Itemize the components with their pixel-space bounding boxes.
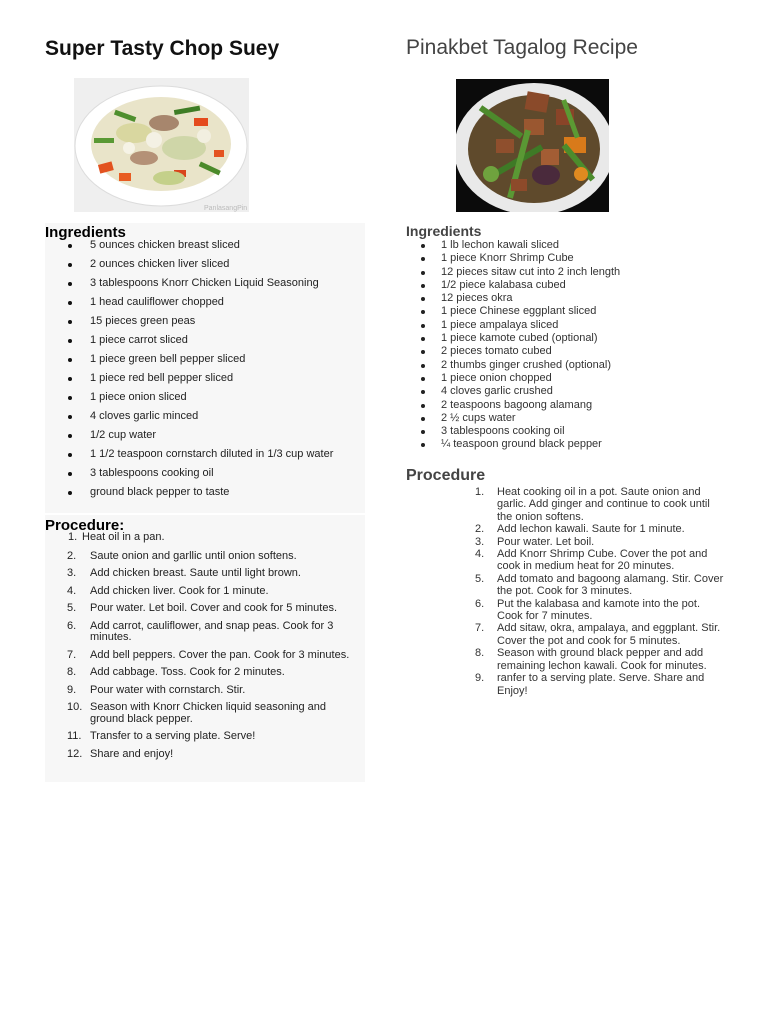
ingredient-item: 1/2 piece kalabasa cubed [421, 279, 721, 292]
step-text: Pour water. Let boil. [497, 535, 595, 548]
step-number: 6. [67, 619, 77, 632]
step-number: 9. [67, 683, 77, 696]
ingredient-item: 2 teaspoons bagoong alamang [421, 399, 721, 412]
ingredient-item: 12 pieces sitaw cut into 2 inch length [421, 266, 721, 279]
step-text: Saute onion and garllic until onion softens. [90, 549, 297, 562]
procedure-step [45, 568, 363, 580]
step-number: 11. [67, 730, 82, 742]
procedure-step [45, 667, 363, 679]
ingredients-list [421, 239, 721, 452]
procedure-step [45, 731, 363, 743]
step-text: Heat cooking oil in a pot. Saute onion and garlic. Add ginger and continue to cook until the onion softens. [497, 486, 710, 523]
step-number: 2. [67, 549, 77, 562]
step-number: 9. [475, 672, 485, 685]
procedure-step [45, 650, 363, 662]
step-number: 12. [67, 747, 83, 760]
procedure-step [466, 536, 726, 548]
recipe-title: Super Tasty Chop Suey [45, 37, 280, 60]
ingredient-item: ¼ teaspoon ground black pepper [421, 438, 721, 451]
ingredients-list [65, 239, 365, 505]
ingredient-item: 1/2 cup water [65, 429, 365, 442]
ingredient-item: 3 tablespoons cooking oil [65, 467, 365, 480]
svg-text:PanlasangPin: PanlasangPin [204, 205, 248, 212]
step-number: 4. [67, 584, 77, 597]
step-number: 3. [475, 535, 485, 548]
step-text: Share and enjoy! [90, 747, 174, 760]
procedure-list [466, 486, 726, 697]
step-number: 2. [475, 523, 485, 536]
procedure-step [466, 598, 726, 623]
step-number: 8. [67, 666, 77, 678]
ingredient-item: 3 tablespoons cooking oil [421, 425, 721, 438]
procedure-list [45, 532, 363, 766]
procedure-heading: Procedure: [45, 517, 125, 534]
ingredient-item: 3 tablespoons Knorr Chicken Liquid Seasoning [65, 277, 365, 290]
ingredient-item: 1 piece onion chopped [421, 372, 721, 385]
step-number: 1. [68, 531, 78, 543]
ingredient-item: 1 lb lechon kawali sliced [421, 239, 721, 252]
procedure-step [466, 548, 726, 573]
ingredient-item: 2 ½ cups water [421, 412, 721, 425]
step-text: Season with ground black pepper and add remaining lechon kawali. Cook for minutes. [497, 647, 707, 672]
step-text: Add Knorr Shrimp Cube. Cover the pot and cook in medium heat for 20 minutes. [497, 548, 708, 573]
ingredient-item: 2 thumbs ginger crushed (optional) [421, 359, 721, 372]
ingredient-item: 4 cloves garlic minced [65, 410, 365, 423]
procedure-step [466, 486, 726, 523]
ingredient-item: 1 piece carrot sliced [65, 334, 365, 347]
ingredient-item: 2 ounces chicken liver sliced [65, 258, 365, 271]
step-text: Pour water with cornstarch. Stir. [90, 683, 246, 696]
recipe-title: Pinakbet Tagalog Recipe [406, 36, 638, 59]
procedure-step [45, 749, 363, 761]
ingredient-item: 1 piece red bell pepper sliced [65, 372, 365, 385]
procedure-step [466, 523, 726, 535]
ingredient-item: 2 pieces tomato cubed [421, 345, 721, 358]
step-text: Season with Knorr Chicken liquid seasoning and ground black pepper. [90, 701, 327, 725]
procedure-step [45, 551, 363, 563]
step-number: 7. [67, 648, 77, 661]
chop-suey-photo [74, 78, 249, 212]
step-text: Heat oil in a pan. [82, 531, 165, 543]
procedure-step [466, 672, 726, 697]
procedure-step [466, 647, 726, 672]
pinakbet-photo [456, 79, 609, 212]
procedure-step [45, 603, 363, 615]
procedure-heading: Procedure [406, 467, 486, 484]
step-number: 8. [475, 647, 485, 660]
step-number: 1. [475, 486, 485, 498]
procedure-step [466, 622, 726, 647]
step-text: Add cabbage. Toss. Cook for 2 minutes. [90, 666, 285, 678]
step-text: Add tomato and bagoong alamang. Stir. Cover the pot. Cook for 3 minutes. [497, 572, 724, 598]
step-text: Add carrot, cauliflower, and snap peas. Cook for 3 minutes. [90, 619, 334, 643]
step-text: Add chicken liver. Cook for 1 minute. [90, 584, 269, 597]
procedure-step [466, 573, 726, 598]
step-number: 4. [475, 548, 485, 561]
step-number: 10. [67, 701, 83, 713]
step-text: Add lechon kawali. Saute for 1 minute. [497, 523, 685, 536]
ingredient-item: 5 ounces chicken breast sliced [65, 239, 365, 252]
step-text: ranfer to a serving plate. Serve. Share and Enjoy! [497, 672, 705, 697]
ingredient-item: 1 piece Knorr Shrimp Cube [421, 252, 721, 265]
step-number: 7. [475, 622, 485, 635]
step-text: Add chicken breast. Saute until light brown. [90, 567, 301, 579]
ingredient-item: 1 piece kamote cubed (optional) [421, 332, 721, 345]
ingredients-heading: Ingredients [45, 224, 126, 241]
procedure-step [45, 621, 363, 644]
step-number: 5. [475, 572, 485, 585]
step-text: Add sitaw, okra, ampalaya, and eggplant. Stir. Cover the pot and cook for 5 minutes. [497, 622, 721, 647]
step-text: Add bell peppers. Cover the pan. Cook for 3 minutes. [90, 648, 350, 661]
step-text: Put the kalabasa and kamote into the pot. Cook for 7 minutes. [497, 597, 701, 623]
step-number: 3. [67, 567, 77, 579]
step-number: 6. [475, 597, 485, 610]
ingredient-item: 15 pieces green peas [65, 315, 365, 328]
procedure-step [45, 532, 363, 544]
ingredient-item: 1 piece green bell pepper sliced [65, 353, 365, 366]
ingredient-item: 1 piece Chinese eggplant sliced [421, 305, 721, 318]
step-text: Pour water. Let boil. Cover and cook for 5 minutes. [90, 602, 338, 614]
ingredient-item: ground black pepper to taste [65, 486, 365, 499]
ingredient-item: 12 pieces okra [421, 292, 721, 305]
procedure-step [45, 702, 363, 725]
ingredient-item: 1 piece ampalaya sliced [421, 319, 721, 332]
ingredient-item: 1 piece onion sliced [65, 391, 365, 404]
step-number: 5. [67, 602, 77, 614]
step-text: Transfer to a serving plate. Serve! [90, 730, 256, 742]
ingredients-heading: Ingredients [406, 223, 482, 239]
procedure-step [45, 586, 363, 598]
ingredient-item: 1 head cauliflower chopped [65, 296, 365, 309]
ingredient-item: 4 cloves garlic crushed [421, 385, 721, 398]
procedure-step [45, 685, 363, 697]
ingredient-item: 1 1/2 teaspoon cornstarch diluted in 1/3 cup water [65, 448, 365, 461]
